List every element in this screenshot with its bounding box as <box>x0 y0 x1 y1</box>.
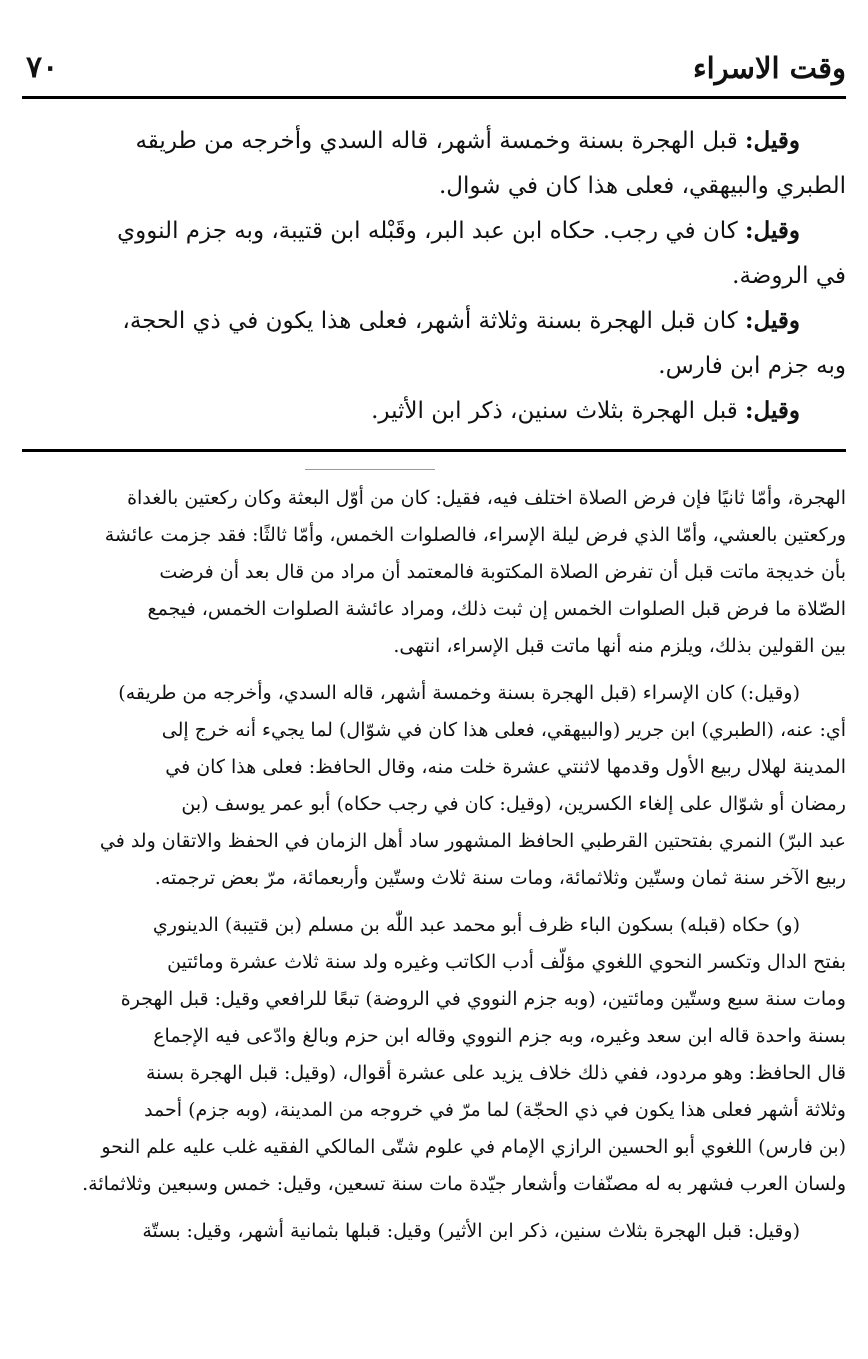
commentary-line: بين القولين بذلك، ويلزم منه أنها ماتت قبل الإسراء، انتهى. <box>393 635 846 657</box>
commentary-line: رمضان أو شوّال على إلغاء الكسرين، (وقيل: كان في رجب حكاه) أبو عمر يوسف (بن <box>181 793 846 815</box>
section-divider <box>22 449 846 452</box>
commentary-line: بأن خديجة ماتت قبل أن تفرض الصلاة المكتوبة فالمعتمد أن مراد من قال بعد أن فرضت <box>159 561 846 583</box>
commentary-line: بسنة واحدة قاله ابن سعد وغيره، وبه جزم النووي وقاله ابن حزم وبالغ وادّعى فيه الإجماع <box>153 1025 846 1047</box>
commentary-line: وركعتين بالعشي، وأمّا الذي فرض ليلة الإسراء، فالصلوات الخمس، وأمّا ثالثًا: فقد جزمت عائشة <box>104 524 846 546</box>
commentary-line: الصّلاة ما فرض قبل الصلوات الخمس إن ثبت ذلك، ومراد عائشة الصلوات الخمس، فيجمع <box>147 598 846 620</box>
commentary-line: ربيع الآخر سنة ثمان وستّين وثلاثمائة، ومات سنة ثلاث وستّين وأربعمائة، مرّ بعض ترجمته. <box>154 867 846 889</box>
main-text-line: وقيل: كان في رجب. حكاه ابن عبد البر، وقَبْله ابن قتيبة، وبه جزم النووي <box>117 217 800 244</box>
commentary-line: ومات سنة سبع وستّين ومائتين، (وبه جزم النووي في الروضة) تبعًا للرافعي وقيل: قبل الهجرة <box>120 988 846 1010</box>
commentary-line: قال الحافظ: وهو مردود، ففي ذلك خلاف يزيد على عشرة أقوال، (وقيل: قبل الهجرة بسنة <box>145 1062 846 1084</box>
main-text-line: وقيل: كان قبل الهجرة بسنة وثلاثة أشهر، فعلى هذا يكون في ذي الحجة، <box>122 307 800 334</box>
main-text <box>22 118 846 433</box>
main-text-line: في الروضة. <box>732 263 846 289</box>
commentary-line: (وقيل:) كان الإسراء (قبل الهجرة بسنة وخمسة أشهر، قاله السدي، وأخرجه من طريقه) <box>118 682 800 704</box>
commentary-line: (وقيل: قبل الهجرة بثلاث سنين، ذكر ابن الأثير) وقيل: قبلها بثمانية أشهر، وقيل: بستّة <box>142 1220 800 1242</box>
page-header <box>22 40 846 99</box>
running-title: وقت الاسراء <box>692 51 846 85</box>
commentary-line: أي: عنه، (الطبري) ابن جرير (والبيهقي، فعلى هذا كان في شوّال) لما يجيء أنه خرج إلى <box>161 719 846 741</box>
main-text-line: وقيل: قبل الهجرة بثلاث سنين، ذكر ابن الأثير. <box>371 397 800 424</box>
paragraph-gap <box>22 665 846 675</box>
commentary-line: عبد البرّ) النمري بفتحتين القرطبي الحافظ المشهور ساد أهل الزمان في الحفظ والاتقان ولد في <box>99 830 846 852</box>
commentary-line: الهجرة، وأمّا ثانيًا فإن فرض الصلاة اختلف فيه، فقيل: كان من أوّل البعثة وكان ركعتين بالغداة <box>127 487 846 509</box>
commentary-line: (بن فارس) اللغوي أبو الحسين الرازي الإمام في علوم شتّى المالكي الفقيه غلب عليه علم النحو <box>101 1136 846 1158</box>
commentary-line: بفتح الدال وتكسر النحوي اللغوي مؤلّف أدب الكاتب وغيره ولد سنة ثلاث عشرة ومائتين <box>167 951 846 973</box>
commentary-line: المدينة لهلال ربيع الأول وقدمها لاثنتي عشرة خلت منه، وقال الحافظ: فعلى هذا كان في <box>165 756 846 778</box>
main-text-line: وقيل: قبل الهجرة بسنة وخمسة أشهر، قاله السدي وأخرجه من طريقه <box>135 127 800 154</box>
page-number: ٧٠ <box>26 50 59 85</box>
commentary-line: ولسان العرب فشهر به له مصنّفات وأشعار جيّدة مات سنة تسعين، وقيل: خمس وسبعين وثلاثمائة. <box>82 1173 846 1195</box>
paragraph-gap <box>22 1203 846 1213</box>
commentary-line: (و) حكاه (قبله) بسكون الباء ظرف أبو محمد عبد اللّٰه بن مسلم (بن قتيبة) الدينوري <box>152 914 800 936</box>
commentary-line: وثلاثة أشهر فعلى هذا يكون في ذي الحجّة) لما مرّ في خروجه من المدينة، (وبه جزم) أحمد <box>144 1099 846 1121</box>
main-text-line: الطبري والبيهقي، فعلى هذا كان في شوال. <box>438 173 846 199</box>
paragraph-gap <box>22 897 846 907</box>
faint-rule <box>305 469 435 470</box>
commentary <box>22 480 846 1250</box>
main-text-line: وبه جزم ابن فارس. <box>658 353 846 379</box>
